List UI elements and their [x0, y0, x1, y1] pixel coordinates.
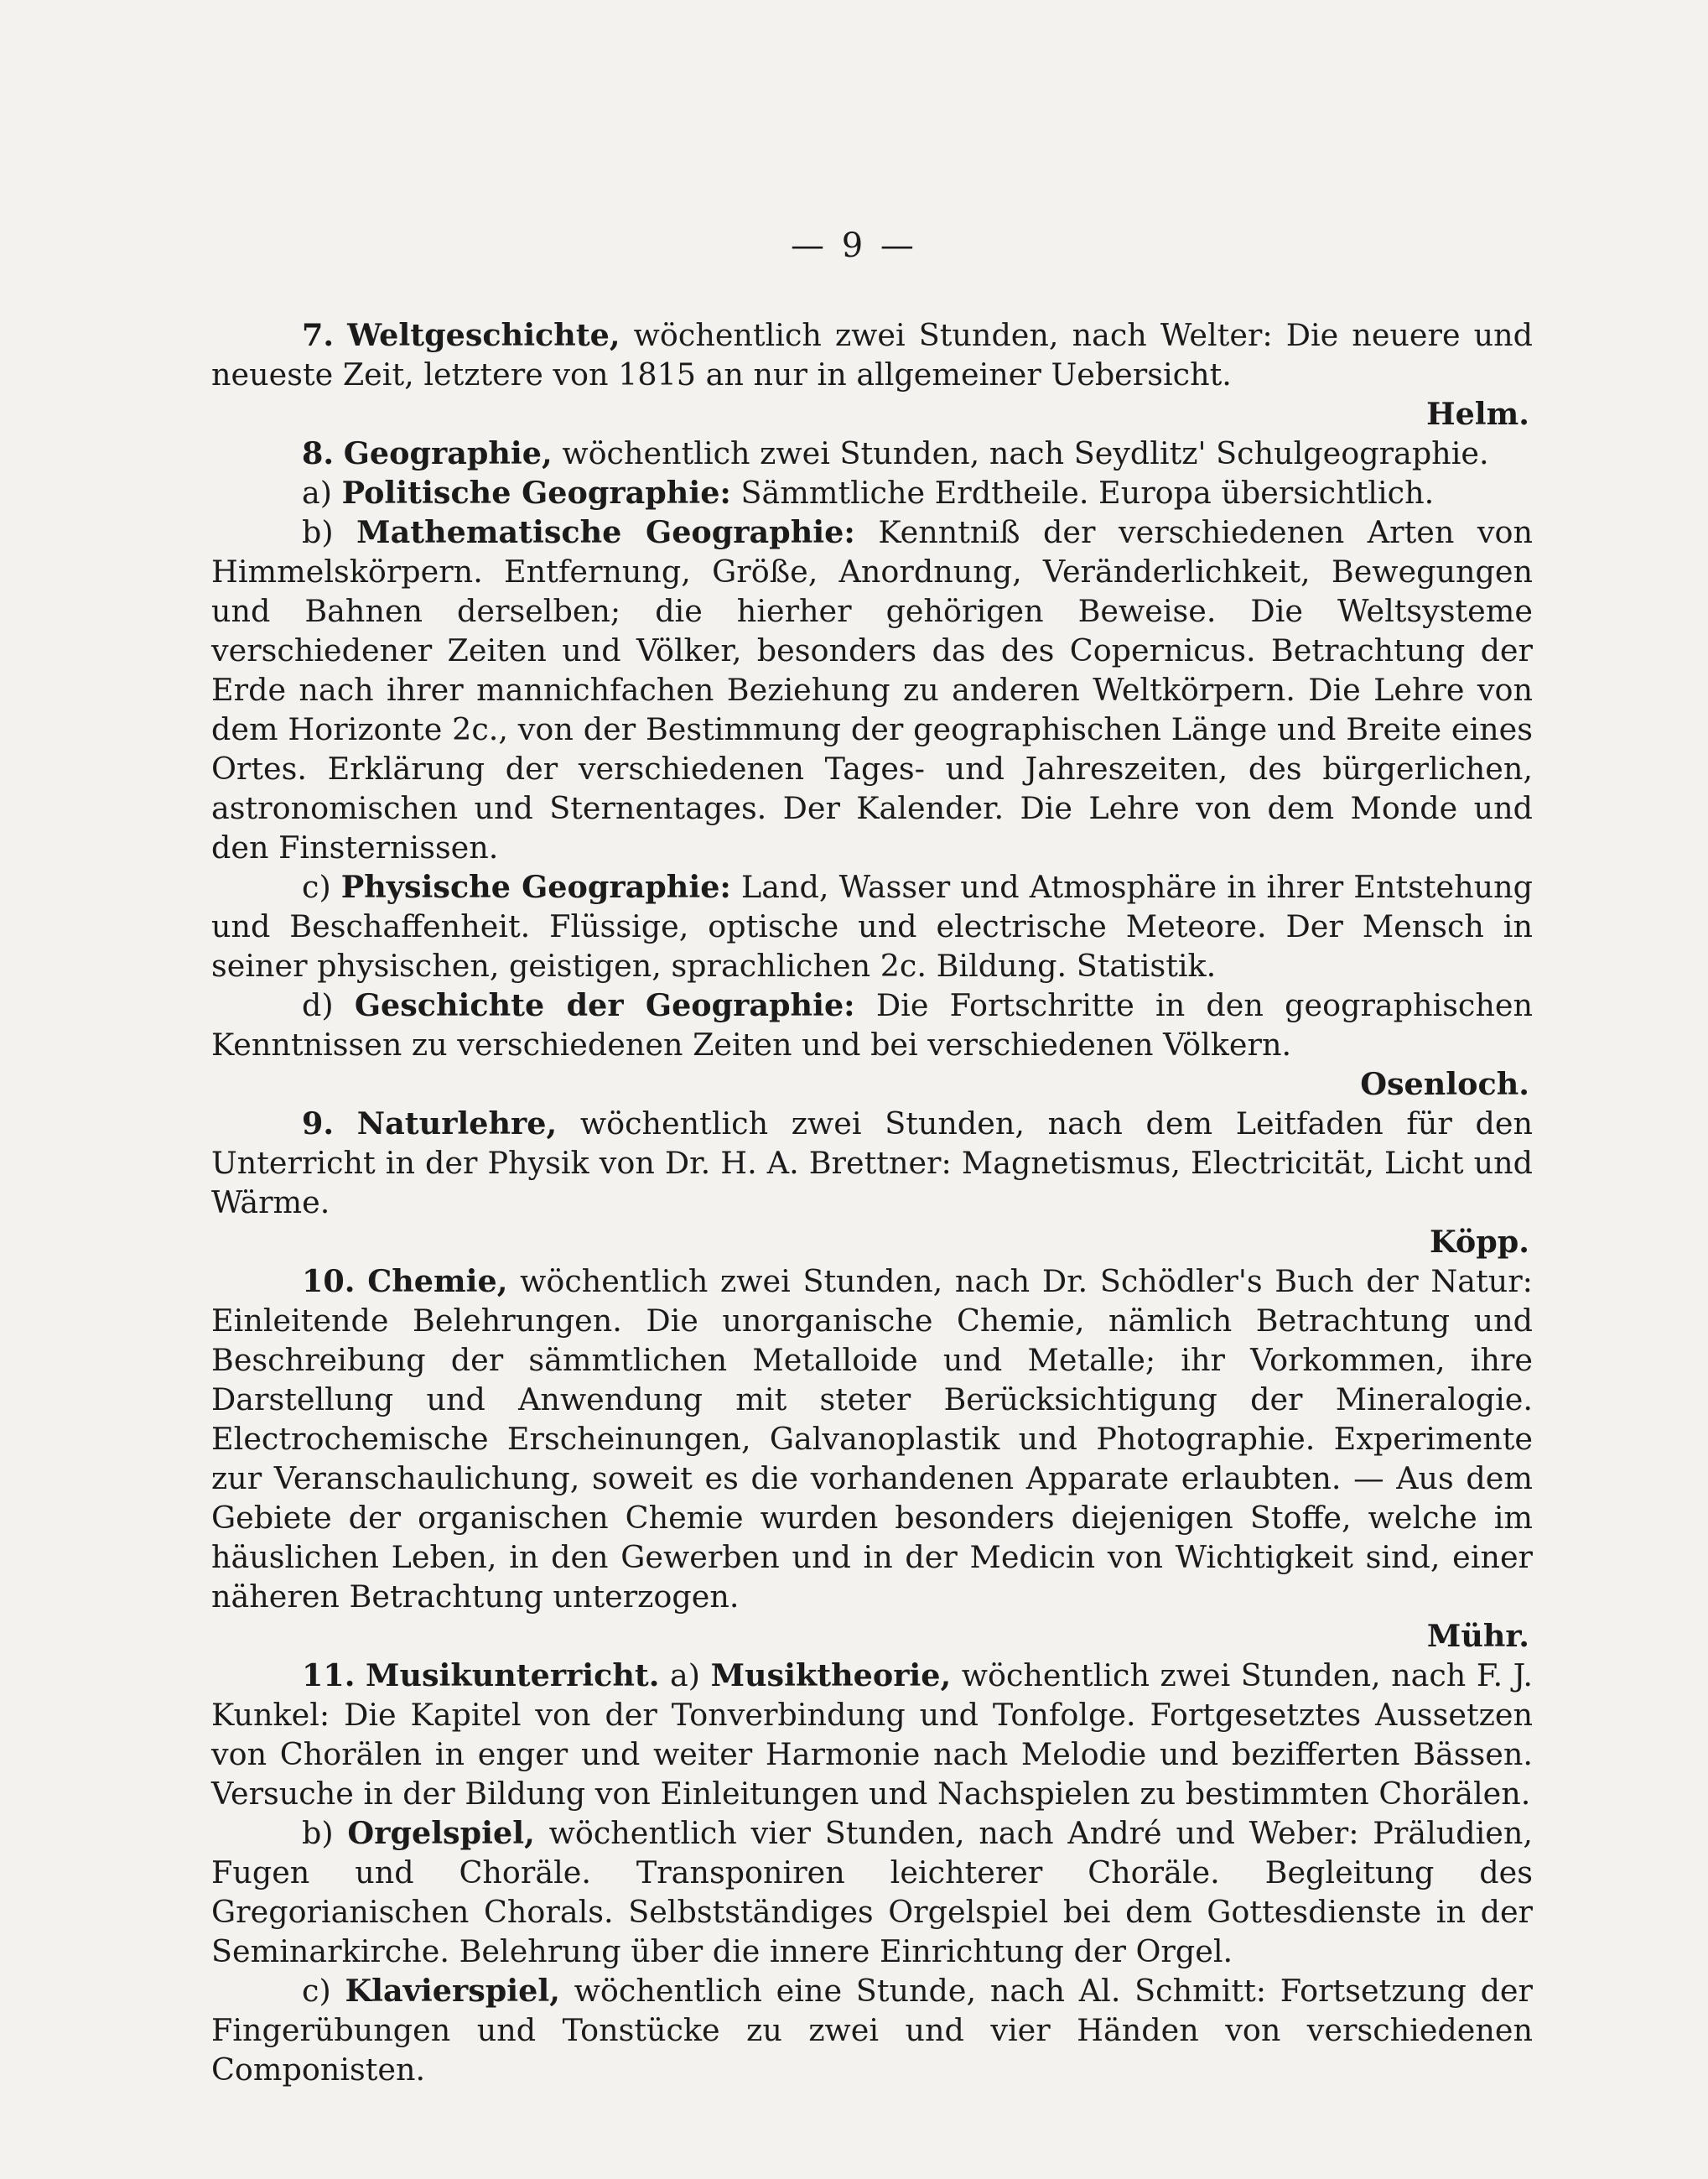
section-8a-label: a) — [302, 475, 333, 511]
section-9-text: wöchentlich zwei Stunden, nach dem Leitfaden für den Unterricht in der Physik von Dr. H. A. Brettner: Magnetismus, Electricität, Licht und Wärme. — [211, 1105, 1533, 1220]
section-11-title: Musikunterricht. — [366, 1657, 660, 1693]
section-8b-title: Mathematische Geographie: — [356, 514, 855, 550]
section-10 — [211, 1261, 1533, 1616]
section-8d-text: Die Fortschritte in den geographischen Kenntnissen zu verschiedenen Zeiten und bei verschiedenen Völkern. — [211, 987, 1533, 1063]
section-10-author: Mühr. — [1426, 1618, 1529, 1654]
section-7-text: wöchentlich zwei Stunden, nach Welter: Die neuere und neueste Zeit, letztere von 1815 an nur in allgemeiner Uebersicht. — [211, 317, 1534, 393]
section-9-number: 9. — [302, 1105, 335, 1142]
section-8c-title: Physische Geographie: — [340, 869, 731, 905]
section-11c — [211, 1971, 1533, 2089]
section-7 — [211, 315, 1533, 394]
section-11 — [211, 1656, 1533, 1813]
section-11c-text: wöchentlich eine Stunde, nach Al. Schmitt: Fortsetzung der Fingerübungen und Tonstücke zu zwei und vier Händen von verschiedenen Componisten. — [211, 1973, 1533, 2088]
section-8a-text: Sämmtliche Erdtheile. Europa übersichtlich. — [730, 475, 1435, 511]
section-8d-label: d) — [302, 987, 334, 1023]
section-11b-text: wöchentlich vier Stunden, nach André und Weber: Präludien, Fugen und Choräle. Transponiren leichterer Choräle. Begleitung des Gregorianischen Chorals. Selbstständiges Orgelspiel bei dem Gottesdienste in der Seminarkirche. Belehrung über die innere Einrichtung der Orgel. — [211, 1815, 1533, 1969]
section-7-number: 7. — [302, 317, 335, 353]
section-8c — [211, 867, 1533, 985]
section-9 — [211, 1104, 1533, 1222]
section-10-number: 10. — [302, 1263, 356, 1299]
section-11b — [211, 1813, 1533, 1971]
section-11c-label: c) — [302, 1973, 331, 2009]
section-8b-text: Kenntniß der verschiedenen Arten von Himmelskörpern. Entfernung, Größe, Anordnung, Veränderlichkeit, Bewegungen und Bahnen derselben; die hierher gehörigen Beweise. Die Weltsysteme verschiedener Zeiten und Völker, besonders das des Copernicus. Betrachtung der Erde nach ihrer mannichfachen Beziehung zu anderen Weltkörpern. Die Lehre von dem Horizonte 2c., von der Bestimmung der geographischen Länge und Breite eines Ortes. Erklärung der verschiedenen Tages- und Jahreszeiten, des bürgerlichen, astronomischen und Sternentages. Der Kalender. Die Lehre von dem Monde und den Finsternissen. — [211, 514, 1534, 866]
section-8a — [211, 473, 1533, 512]
page-number: — 9 — — [791, 226, 917, 265]
section-8b — [211, 512, 1533, 867]
section-9-title: Naturlehre, — [356, 1105, 558, 1142]
section-8 — [211, 434, 1533, 473]
section-8-author: Osenloch. — [1360, 1066, 1529, 1102]
section-7-title: Weltgeschichte, — [347, 317, 620, 353]
section-8-text: wöchentlich zwei Stunden, nach Seydlitz' Schulgeographie. — [552, 435, 1489, 471]
section-8-title: Geographie, — [343, 435, 553, 471]
section-11c-title: Klavierspiel, — [345, 1973, 560, 2009]
section-11-number: 11. — [302, 1657, 356, 1693]
section-11b-label: b) — [302, 1815, 334, 1851]
section-10-title: Chemie, — [367, 1263, 508, 1299]
section-8c-text: Land, Wasser und Atmosphäre in ihrer Entstehung und Beschaffenheit. Flüssige, optische und electrische Meteore. Der Mensch in seiner physischen, geistigen, sprachlichen 2c. Bildung. Statistik. — [211, 869, 1534, 984]
page-body — [211, 315, 1533, 2089]
section-9-author: Köpp. — [1429, 1224, 1529, 1260]
section-8b-label: b) — [302, 514, 334, 550]
section-8d — [211, 985, 1533, 1064]
section-11a-label: a) — [670, 1657, 701, 1693]
section-7-author: Helm. — [1426, 396, 1529, 432]
section-8a-title: Politische Geographie: — [341, 475, 731, 511]
section-8d-title: Geschichte der Geographie: — [354, 987, 855, 1023]
section-10-text: wöchentlich zwei Stunden, nach Dr. Schödler's Buch der Natur: Einleitende Belehrungen. Die unorganische Chemie, nämlich Betrachtung und Beschreibung der sämmtlichen Metalloide und Metalle; ihr Vorkommen, ihre Darstellung und Anwendung mit steter Berücksichtigung der Mineralogie. Electrochemische Erscheinungen, Galvanoplastik und Photographie. Experimente zur Veranschaulichung, soweit es die vorhandenen Apparate erlaubten. — Aus dem Gebiete der organischen Chemie wurden besonders diejenigen Stoffe, welche im häuslichen Leben, in den Gewerben und in der Medicin von Wichtigkeit sind, einer näheren Betrachtung unterzogen. — [211, 1263, 1533, 1615]
section-11a-text: wöchentlich zwei Stunden, nach F. J. Kunkel: Die Kapitel von der Tonverbindung und Tonfolge. Fortgesetztes Aussetzen von Chorälen in enger und weiter Harmonie nach Melodie und bezifferten Bässen. Versuche in der Bildung von Einleitungen und Nachspielen zu bestimmten Chorälen. — [211, 1657, 1533, 1812]
section-11b-title: Orgelspiel, — [347, 1815, 535, 1851]
section-8c-label: c) — [302, 869, 331, 905]
section-11a-title: Musiktheorie, — [710, 1657, 952, 1693]
section-8-number: 8. — [302, 435, 335, 471]
